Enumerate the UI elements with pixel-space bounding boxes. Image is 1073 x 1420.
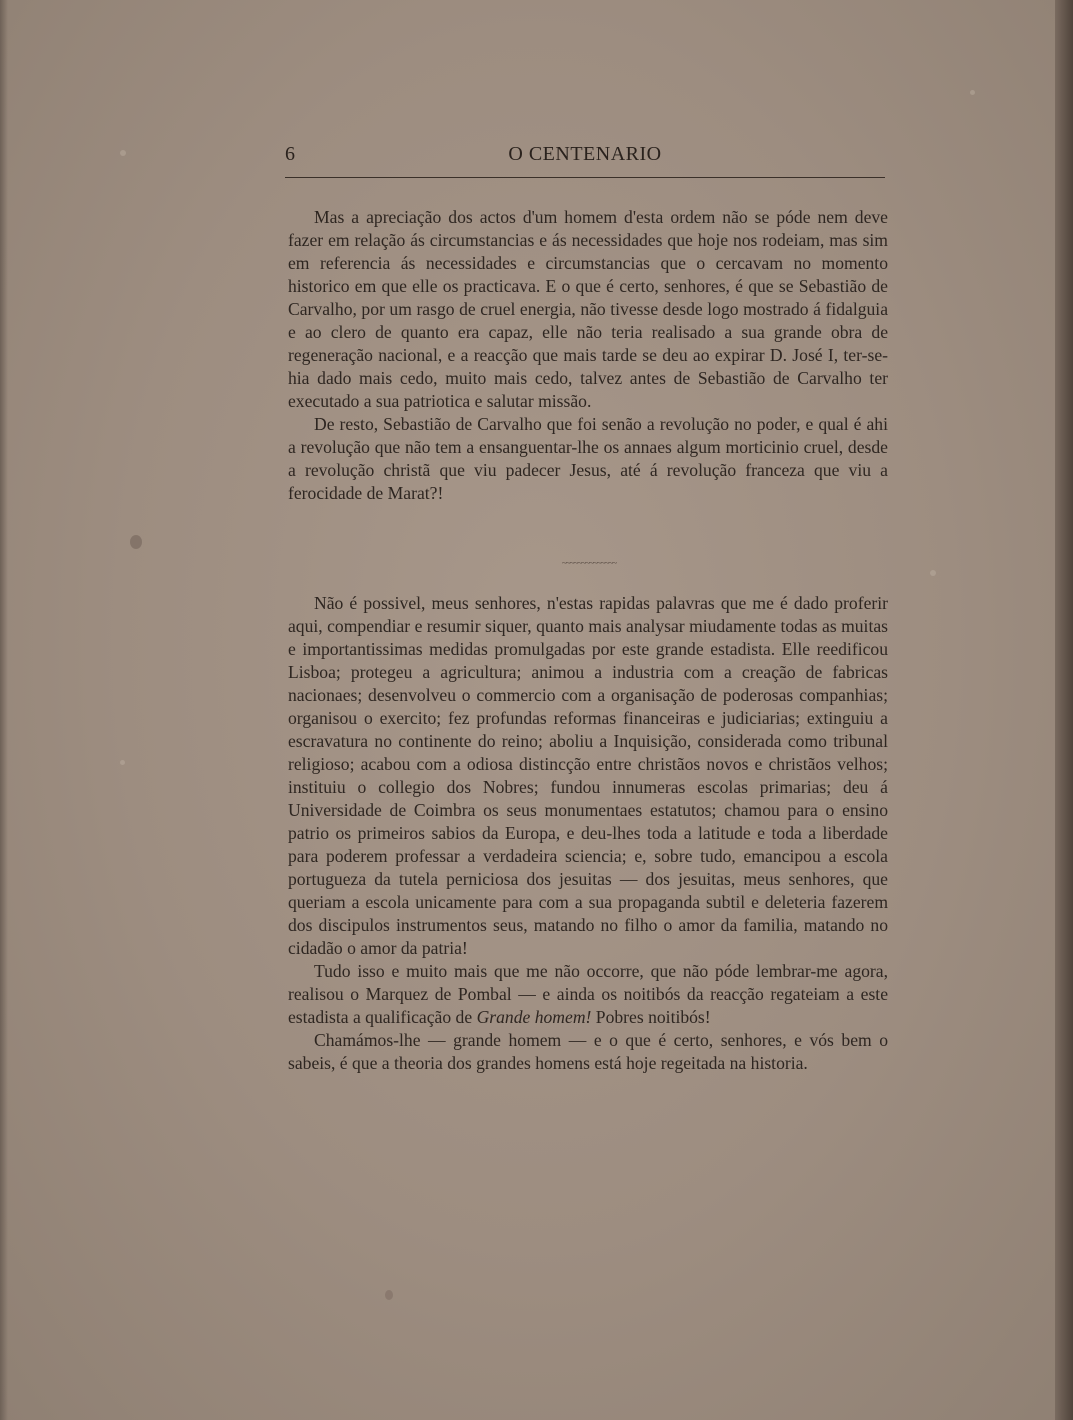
paragraph: Mas a apreciação dos actos d'um homem d'esta ordem não se póde nem deve fazer em relação ás circumstancias e ás necessidades que hoje nos rodeiam, mas sim em referencia ás necessidades e circumstancias que o cercavam no momento historico em que elle os practicava. E o que é certo, senhores, é que se Sebastião de Carvalho, por um rasgo de cruel energia, não tivesse desde logo mostrado á fidalguia e ao clero de quanto era capaz, elle não teria realisado a sua grande obra de regeneração nacional, e a reacção que mais tarde se deu ao expirar D. José I, ter-se-hia dado mais cedo, muito mais cedo, talvez antes de Sebastião de Carvalho ter executado a sua patriotica e salutar missão. (288, 207, 888, 411)
page-left-edge (0, 0, 8, 1420)
paragraph-text: Tudo isso e muito mais que me não occorre, que não póde lembrar-me agora, realisou o Marquez de Pombal — e ainda os noitibós da reacção regateiam a este estadista a qualificação de (288, 961, 888, 1027)
paper-spot (120, 760, 125, 765)
paper-spot (120, 150, 126, 156)
header-rule (285, 177, 885, 178)
italic-phrase: Grande homem! (476, 1007, 592, 1027)
paper-spot (970, 90, 975, 95)
paragraph (288, 960, 888, 1029)
paper-spot (930, 570, 936, 576)
paragraph: Chamámos-lhe — grande homem — e o que é certo, senhores, e vós bem o sabeis, é que a theoria dos grandes homens está hoje regeitada na historia. (288, 1030, 888, 1073)
paper-spot (385, 1290, 393, 1300)
section-divider-ornament: ~~~~~~~~~~~~~~ (561, 559, 617, 567)
paragraph: Não é possivel, meus senhores, n'estas rapidas palavras que me é dado proferir aqui, compendiar e resumir siquer, quanto mais analysar miudamente todas as muitas e importantissimas medidas promulgadas por este grande estadista. Elle reedificou Lisboa; protegeu a agricultura; animou a industria com a creação de fabricas nacionaes; desenvolveu o commercio com a organisação de poderosas companhias; organisou o exercito; fez profundas reformas financeiras e judiciarias; extinguiu a escravatura no continente do reino; aboliu a Inquisição, considerada como tribunal religioso; acabou com a odiosa distincção entre christãos novos e christãos velhos; instituiu o collegio dos Nobres; fundou innumeras escolas primarias; deu á Universidade de Coimbra os seus monumentaes estatutos; chamou para o ensino patrio os primeiros sabios da Europa, e deu-lhes toda a latitude e toda a liberdade para poderem professar a verdadeira sciencia; e, sobre tudo, emancipou a escola portugueza da tutela perniciosa dos jesuitas — dos jesuitas, meus senhores, que queriam a escola unicamente para com a sua propaganda subtil e deleteria fazerem dos discipulos instrumentos seus, matando no filho o amor da familia, matando no cidadão o amor da patria! (288, 593, 888, 958)
page-right-edge (1055, 0, 1073, 1420)
paragraph: De resto, Sebastião de Carvalho que foi senão a revolução no poder, e qual é ahi a revolução que não tem a ensanguentar-lhe os annaes algum morticinio cruel, desde a revolução christã que viu padecer Jesus, até á revolução franceza que viu a ferocidade de Marat?! (288, 414, 888, 503)
paper-spot (130, 535, 142, 549)
page-header (285, 143, 885, 175)
text-section-1 (288, 206, 888, 505)
running-title: O CENTENARIO (508, 143, 662, 165)
page-number: 6 (285, 143, 295, 165)
text-section-2 (288, 592, 888, 1075)
paragraph-text: Pobres noitibós! (591, 1007, 711, 1027)
